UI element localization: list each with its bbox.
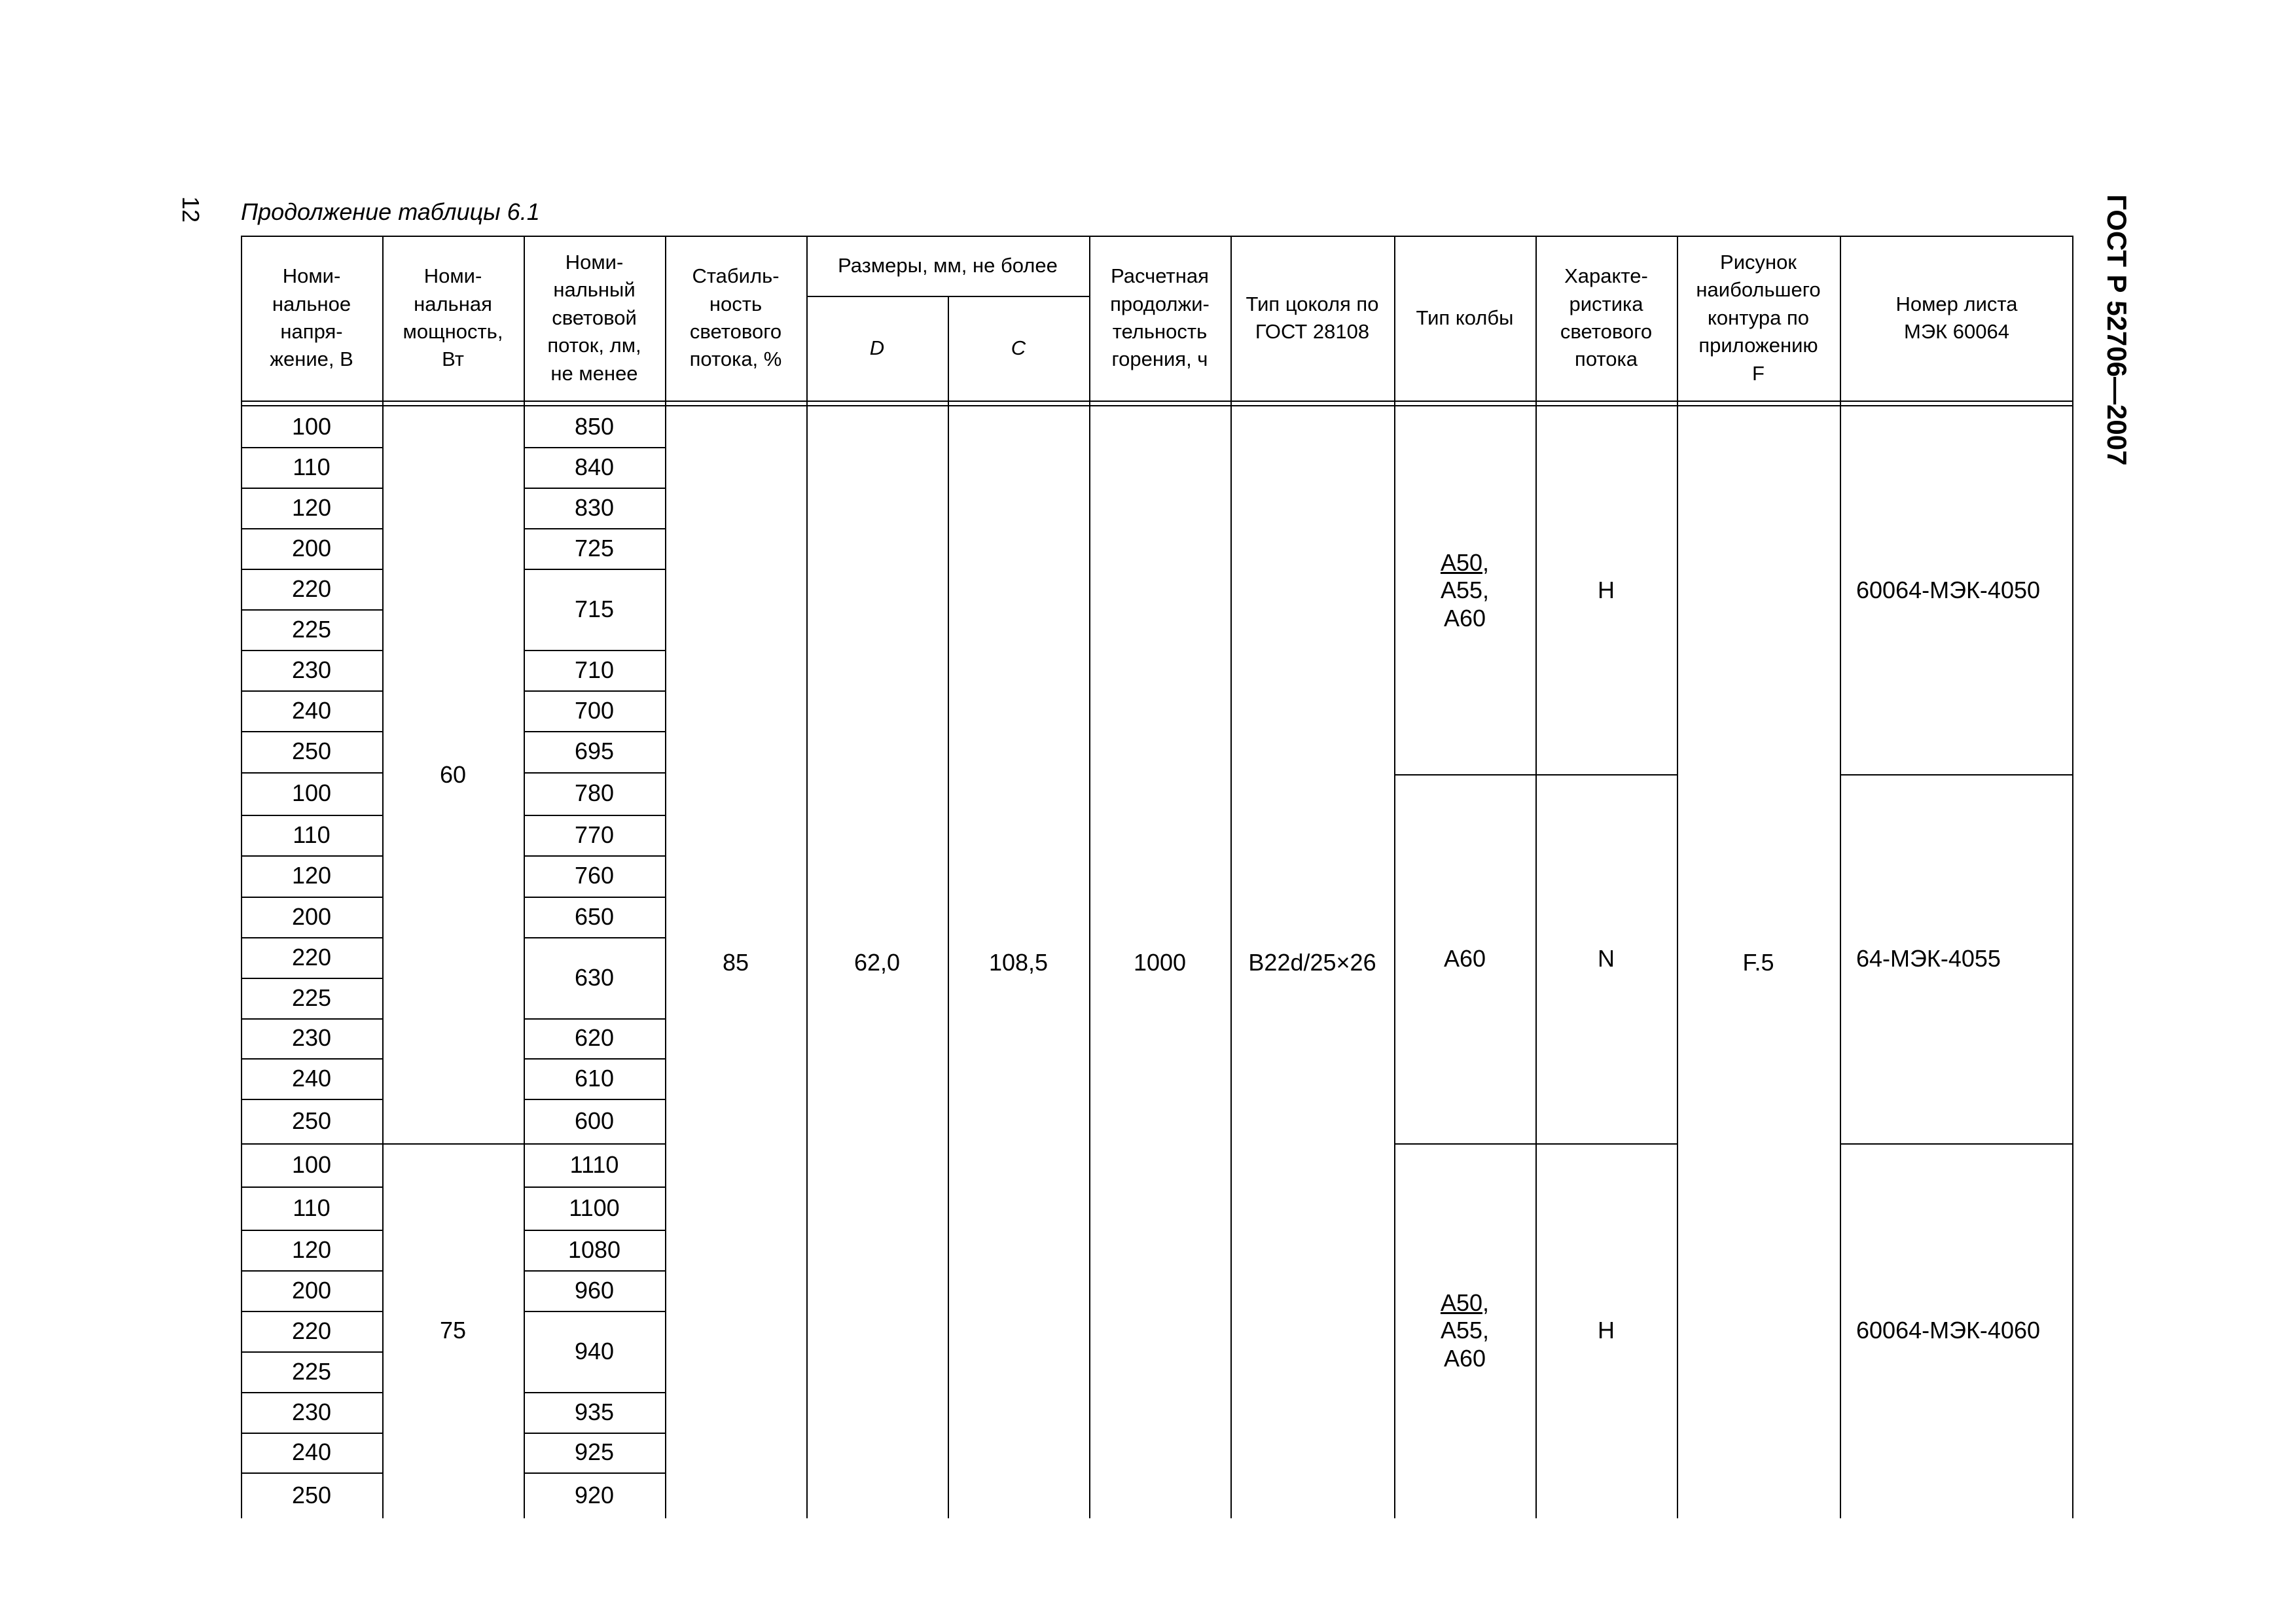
luminous-flux-cell: 830 (574, 493, 615, 521)
row-rule (241, 1433, 382, 1434)
luminous-flux-cell: 1110 (569, 1150, 619, 1178)
column-divider (382, 236, 384, 1518)
voltage-cell: 220 (291, 575, 332, 602)
header-stability: Стабиль- ность светового потока, % (689, 264, 782, 371)
row-rule (524, 1143, 665, 1145)
voltage-cell: 225 (291, 984, 332, 1011)
row-rule (524, 1058, 665, 1060)
table-top-border (241, 236, 2073, 237)
voltage-cell: 200 (291, 534, 332, 562)
row-rule (241, 650, 382, 651)
row-rule (524, 528, 665, 529)
column-divider (806, 236, 808, 1518)
row-rule (524, 1230, 665, 1231)
luminous-flux-cell: 695 (574, 738, 615, 765)
voltage-cell: 250 (291, 1481, 332, 1508)
voltage-cell: 100 (291, 779, 332, 807)
row-rule (241, 1392, 382, 1393)
voltage-cell: 230 (291, 1024, 332, 1052)
voltage-cell: 250 (291, 738, 332, 765)
row-rule (524, 731, 665, 732)
header-rule-lower (241, 405, 2073, 406)
voltage-cell: 200 (291, 902, 332, 930)
voltage-cell: 230 (291, 656, 332, 683)
row-rule (241, 569, 382, 570)
header-iec-sheet: Номер листа МЭК 60064 (1895, 292, 2018, 343)
voltage-cell: 100 (291, 413, 332, 440)
row-rule (524, 447, 665, 448)
header-max-contour: Рисунок наибольшего контура по приложению F (1696, 250, 1821, 385)
flux-characteristic-group-2: N (1598, 944, 1615, 972)
voltage-cell: 200 (291, 1276, 332, 1304)
voltage-cell: 110 (293, 1194, 331, 1221)
luminous-flux-cell: 710 (574, 656, 615, 683)
row-rule (524, 1311, 665, 1312)
rated-life-value: 1000 (1133, 948, 1187, 976)
column-divider (1677, 236, 1678, 1518)
contour-value: F.5 (1742, 948, 1774, 976)
voltage-cell: 225 (291, 1357, 332, 1385)
column-divider (1535, 236, 1537, 1518)
row-rule (524, 650, 665, 651)
luminous-flux-cell: 1080 (567, 1236, 621, 1263)
row-rule (241, 855, 382, 857)
group-rule (1394, 774, 1677, 776)
voltage-cell: 225 (291, 615, 332, 643)
luminous-flux-cell: 650 (574, 902, 615, 930)
luminous-flux-cell: 850 (574, 413, 615, 440)
bulb-type-group-3: A50, A55, A60 (1440, 1289, 1490, 1372)
bulb-type-group-1: A50, A55, A60 (1440, 549, 1490, 632)
row-rule (524, 937, 665, 938)
luminous-flux-cell: 935 (574, 1398, 615, 1425)
row-rule (241, 1099, 382, 1100)
stability-value: 85 (722, 948, 749, 976)
row-rule (524, 897, 665, 898)
dimension-d-value: 62,0 (853, 948, 901, 976)
luminous-flux-cell: 760 (574, 862, 615, 889)
row-rule (241, 528, 382, 529)
header-power: Номи- нальная мощность, Вт (403, 264, 503, 371)
row-rule (241, 772, 382, 774)
row-rule (524, 772, 665, 774)
row-rule (241, 488, 382, 489)
row-rule (241, 447, 382, 448)
voltage-cell: 230 (291, 1398, 332, 1425)
table-right-border (2072, 236, 2073, 1518)
row-rule (241, 1058, 382, 1060)
flux-characteristic-group-3: H (1598, 1317, 1615, 1344)
voltage-cell: 120 (291, 862, 332, 889)
column-divider (1089, 236, 1090, 1518)
luminous-flux-cell: 630 (574, 963, 615, 991)
column-divider (1230, 236, 1232, 1518)
voltage-cell: 240 (291, 1438, 332, 1466)
luminous-flux-cell: 840 (574, 453, 615, 480)
column-divider (1840, 236, 1841, 1518)
luminous-flux-cell: 770 (574, 821, 615, 848)
iec-sheet-group-1: 60064-МЭК-4050 (1856, 577, 2041, 604)
luminous-flux-cell: 600 (574, 1107, 615, 1134)
column-divider (665, 236, 666, 1518)
row-rule (524, 1018, 665, 1020)
dimension-c-value: 108,5 (988, 948, 1049, 976)
bulb-type-group-2: A60 (1443, 944, 1486, 972)
iec-sheet-group-2: 64-МЭК-4055 (1856, 944, 2001, 972)
row-rule (241, 1018, 382, 1020)
row-rule (241, 815, 382, 816)
header-luminous-flux: Номи- нальный световой поток, лм, не менее (547, 250, 641, 385)
row-rule (241, 1270, 382, 1272)
document-code: ГОСТ Р 52706—2007 (2102, 194, 2132, 466)
row-rule (524, 1433, 665, 1434)
flux-characteristic-group-1: H (1598, 577, 1615, 604)
voltage-cell: 120 (291, 1236, 332, 1263)
power-60: 60 (439, 761, 467, 789)
column-divider (948, 296, 949, 1518)
row-rule (241, 1351, 382, 1353)
row-rule (241, 731, 382, 732)
row-rule (524, 1392, 665, 1393)
row-rule (524, 690, 665, 692)
row-rule (241, 1186, 382, 1188)
group-rule (382, 1143, 524, 1145)
luminous-flux-cell: 700 (574, 696, 615, 724)
row-rule (524, 1270, 665, 1272)
voltage-cell: 100 (291, 1150, 332, 1178)
row-rule (524, 815, 665, 816)
column-divider (524, 236, 525, 1518)
luminous-flux-cell: 925 (574, 1438, 615, 1466)
luminous-flux-cell: 940 (574, 1337, 615, 1364)
luminous-flux-cell: 1100 (569, 1194, 620, 1221)
power-75: 75 (439, 1317, 467, 1344)
iec-sheet-group-3: 60064-МЭК-4060 (1856, 1317, 2041, 1344)
column-divider (1394, 236, 1395, 1518)
header-flux-characteristic: Характе- ристика светового потока (1560, 264, 1653, 371)
group-rule (1840, 774, 2073, 776)
row-rule (241, 1311, 382, 1312)
row-rule (241, 937, 382, 938)
header-dimensions: Размеры, мм, не более (838, 253, 1058, 277)
row-rule (524, 855, 665, 857)
header-dimension-c: C (1011, 336, 1026, 359)
row-rule (241, 1230, 382, 1231)
page-number: 12 (177, 196, 204, 223)
group-rule (1394, 1143, 1677, 1145)
voltage-cell: 240 (291, 1064, 332, 1092)
header-bulb-type: Тип колбы (1416, 306, 1514, 329)
voltage-cell: 240 (291, 696, 332, 724)
row-rule (241, 897, 382, 898)
luminous-flux-cell: 610 (574, 1064, 615, 1092)
voltage-cell: 220 (291, 1317, 332, 1344)
header-voltage: Номи- нальное напря- жение, В (270, 264, 353, 371)
luminous-flux-cell: 725 (574, 534, 615, 562)
table-left-border (241, 236, 242, 1518)
voltage-cell: 110 (293, 453, 331, 480)
row-rule (241, 609, 382, 611)
row-rule (524, 569, 665, 570)
row-rule (524, 488, 665, 489)
header-rated-life: Расчетная продолжи- тельность горения, ч (1110, 264, 1210, 371)
header-cap-type: Тип цоколя по ГОСТ 28108 (1246, 292, 1379, 343)
row-rule (524, 1186, 665, 1188)
row-rule (241, 690, 382, 692)
row-rule (524, 1099, 665, 1100)
luminous-flux-cell: 920 (574, 1481, 615, 1508)
specification-table (241, 236, 2073, 1518)
voltage-cell: 120 (291, 493, 332, 521)
header-rule-upper (241, 401, 2073, 402)
group-rule (1840, 1143, 2073, 1145)
table-caption: Продолжение таблицы 6.1 (241, 198, 540, 225)
luminous-flux-cell: 780 (574, 779, 615, 807)
luminous-flux-cell: 620 (574, 1024, 615, 1052)
row-rule (241, 1143, 382, 1145)
voltage-cell: 110 (293, 821, 331, 848)
cap-type-value: B22d/25×26 (1248, 948, 1376, 976)
luminous-flux-cell: 960 (574, 1276, 615, 1304)
header-dimension-d: D (869, 336, 885, 359)
row-rule (241, 978, 382, 979)
voltage-cell: 250 (291, 1107, 332, 1134)
voltage-cell: 220 (291, 943, 332, 971)
row-rule (241, 1472, 382, 1474)
row-rule (524, 1472, 665, 1474)
luminous-flux-cell: 715 (574, 595, 615, 622)
